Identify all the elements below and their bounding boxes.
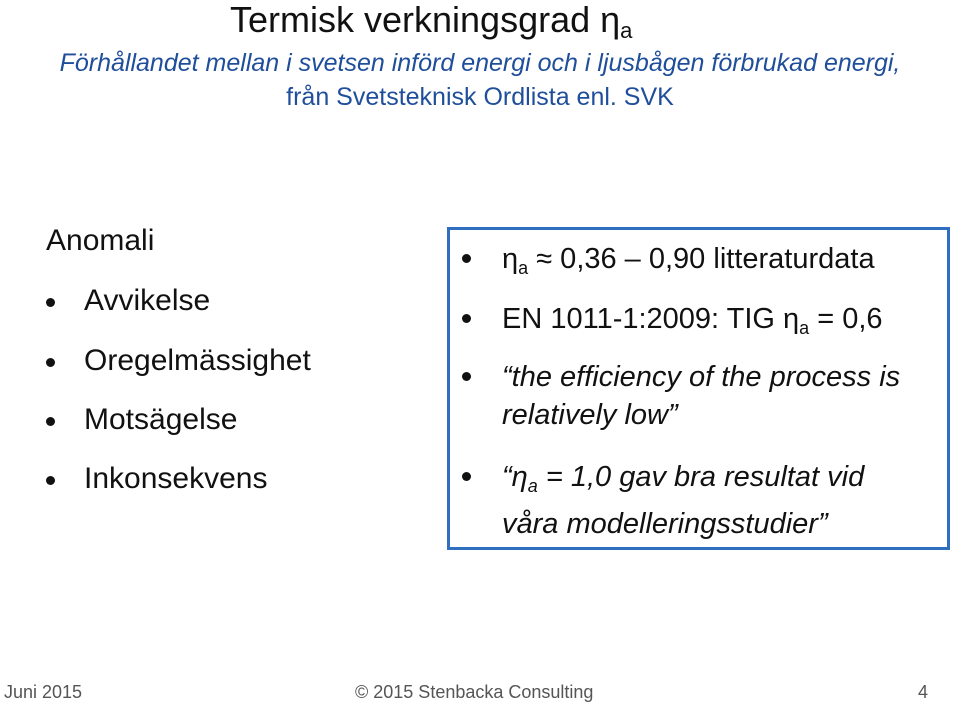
bullet-icon [462,254,471,263]
box-item-text [502,300,883,347]
bullet-icon [46,358,55,367]
list-item-label: Oregelmässighet [84,344,311,377]
footer-copyright: © 2015 Stenbacka Consulting [355,682,594,702]
list-item-label: Motsägelse [84,403,238,436]
eta-symbol: η [502,243,519,275]
footer-date: Juni 2015 [4,682,83,702]
eta-subscript: a [518,258,529,278]
slide-title-subscript: a [620,18,633,43]
slide-subtitle [0,46,960,114]
bullet-icon [46,476,55,485]
eta-subscript: a [527,476,538,496]
standard-value: = 0,6 [809,303,883,335]
bullet-icon [46,417,55,426]
bullet-icon [46,298,55,307]
list-item [46,403,238,437]
subtitle-line-2: från Svetsteknisk Ordlista enl. SVK [286,83,674,111]
slide-title-text: Termisk verkningsgrad η [230,0,621,40]
quote-line-1: the efficiency of the process is [511,361,901,393]
standard-prefix: EN 1011-1:2009: TIG η [502,303,800,335]
efficiency-box [447,227,950,550]
list-item [46,344,311,378]
eta-symbol: η [511,461,528,493]
box-item-text: “$\eta_a = 1,0$ gav bra resultat vid våra modelleringsstudier” [502,461,865,540]
anomaly-heading: Anomali [46,224,155,257]
list-item [46,284,211,318]
eta-subscript: a [799,318,810,338]
model-line-1: = 1,0 gav bra resultat vid [537,461,865,493]
list-item [46,462,268,496]
box-item-text [502,240,875,287]
slide-title [230,0,632,51]
footer-page-number: 4 [917,682,928,702]
bullet-icon [462,314,471,323]
bullet-icon [462,372,471,381]
list-item-label: Avvikelse [84,284,211,317]
bullet-icon [462,472,471,481]
model-line-2: våra modelleringsstudier [502,508,818,540]
list-item-label: Inkonsekvens [84,462,268,495]
box-item-text: “the efficiency of the process is relatively low” [502,361,901,431]
subtitle-line-1: Förhållandet mellan i svetsen införd energi och i ljusbågen förbrukad energi, [59,49,901,77]
quote-line-2: relatively low [502,399,668,431]
literature-range: ≈ 0,36 – 0,90 litteraturdata [528,243,875,275]
